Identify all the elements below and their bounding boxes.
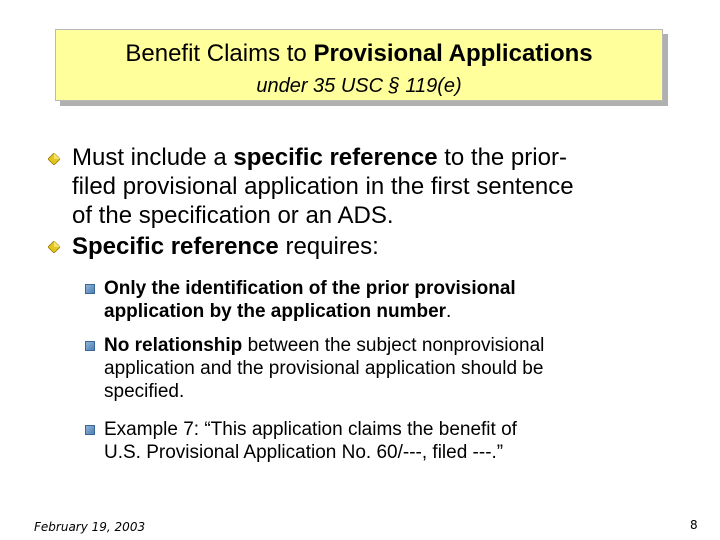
bullet-2 <box>72 232 379 261</box>
text-run-bold: Specific reference <box>72 233 279 260</box>
text-run: . <box>446 301 452 322</box>
text-run: application and the provisional application should be <box>104 358 544 379</box>
text-run-bold: Only the identification of the prior provisional <box>104 278 516 299</box>
title-box <box>55 29 663 101</box>
diamond-bullet-icon <box>48 241 60 253</box>
subbullet-3-line-1 <box>104 418 517 441</box>
subbullet-2-line-3 <box>104 380 544 403</box>
text-run: specified. <box>104 381 185 402</box>
text-run: filed provisional application in the first sentence <box>72 173 574 200</box>
subbullet-3-line-2 <box>104 441 517 464</box>
square-bullet-icon <box>85 284 95 294</box>
text-run: Example 7: “This application claims the benefit of <box>104 419 517 440</box>
square-bullet-icon <box>85 341 95 351</box>
subbullet-1-line-1 <box>104 277 516 300</box>
bullet-1 <box>72 143 574 230</box>
text-run-bold: specific reference <box>233 144 438 171</box>
page-number: 8 <box>690 518 698 532</box>
subbullet-2-line-1 <box>104 334 544 357</box>
footer-date: February 19, 2003 <box>34 520 146 534</box>
text-run: U.S. Provisional Application No. 60/---, filed ---.” <box>104 442 504 463</box>
text-run: requires: <box>278 233 379 260</box>
bullet-1-line-3 <box>72 201 574 230</box>
bullet-1-line-1 <box>72 143 574 172</box>
text-run: to the prior- <box>437 144 567 171</box>
subbullet-1-line-2 <box>104 300 516 323</box>
subbullet-1 <box>104 277 516 323</box>
title-prefix: Benefit Claims to <box>125 40 314 67</box>
slide-title <box>56 40 662 68</box>
text-run: of the specification or an ADS. <box>72 202 394 229</box>
subbullet-2-line-2 <box>104 357 544 380</box>
title-bold: Provisional Applications <box>313 40 593 67</box>
subbullet-3 <box>104 418 517 464</box>
bullet-2-line-1 <box>72 232 379 261</box>
text-run-bold: application by the application number <box>104 301 447 322</box>
text-run-bold: No relationship <box>104 335 243 356</box>
bullet-1-line-2 <box>72 172 574 201</box>
text-run: between the subject nonprovisional <box>242 335 545 356</box>
square-bullet-icon <box>85 425 95 435</box>
text-run: Must include a <box>72 144 234 171</box>
subbullet-2 <box>104 334 544 403</box>
diamond-bullet-icon <box>48 153 60 165</box>
slide-subtitle: under 35 USC § 119(e) <box>256 75 462 97</box>
